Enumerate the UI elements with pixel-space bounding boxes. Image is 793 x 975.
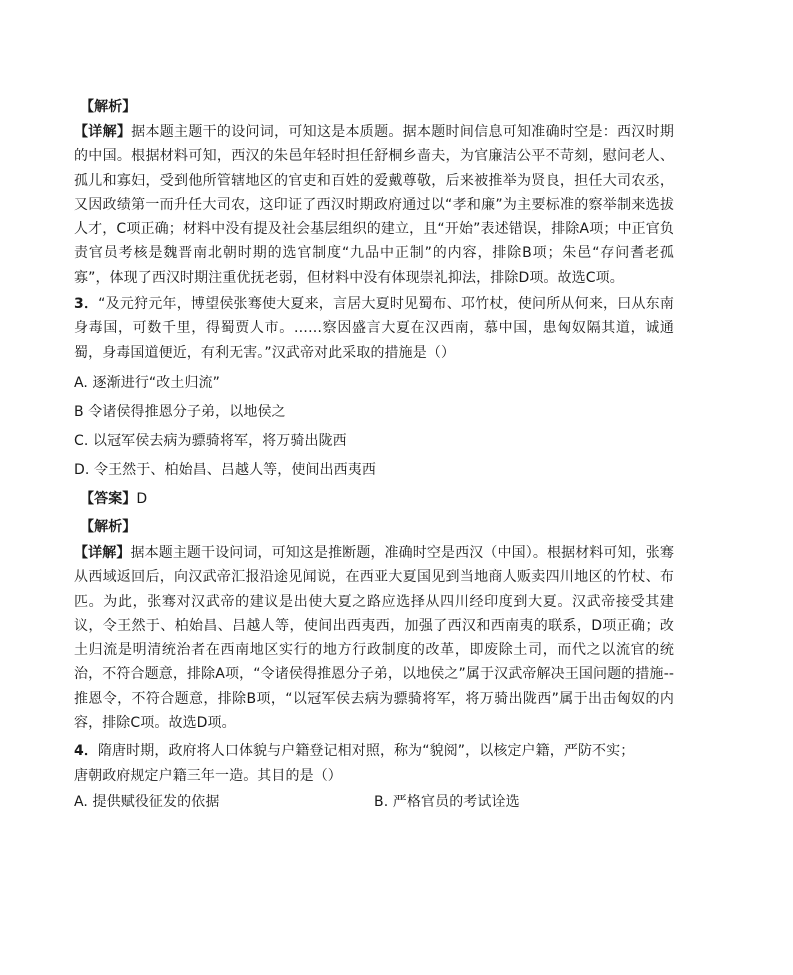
option-b: B 令诸侯得推恩分子弟，以地侯之 [74,403,286,420]
question-stem-text: “及元狩元年，博望侯张骞使大夏来，言居大夏时见蜀布、邛竹杖，使问所从何来，曰从东南身毒国，可数千里，得蜀贾人市。……察因盛言大夏在汉西南，慕中国，患匈奴隔其道，诚通蜀，身毒国道便近，有利无害。”汉武帝对此采取的措施是（） [74,296,674,361]
option-b: B. 严格官员的考试诠选 [374,793,520,810]
analysis-heading: 【解析】 [80,518,137,535]
option-a: A. 逐渐进行“改土归流” [74,374,221,391]
detail-paragraph [74,120,674,290]
detail-tag: 【详解】 [74,124,132,140]
option-d: D. 令王然于、柏始昌、吕越人等，使间出西夷西 [74,461,376,478]
detail-text: 据本题主题干的设问词，可知这是本质题。据本题时间信息可知准确时空是：西汉时期的中国。根据材料可知，西汉的朱邑年轻时担任舒桐乡啬夫，为官廉洁公平不苛刻，慰问老人、孤儿和寡妇，受到他所管辖地区的官吏和百姓的爱戴尊敬，后来被推举为贤良，担任大司农丞，又因政绩第一而升任大司农，这印证了西汉时期政府通过以“孝和廉”为主要标准的察举制来选拔人才，C项正确；材料中没有提及社会基层组织的建立，且“开始”表述错误，排除A项；中正官负责官员考核是魏晋南北朝时期的选官制度“九品中正制”的内容，排除B项；朱邑“存问耆老孤寡”，体现了西汉时期注重优抚老弱，但材料中没有体现崇礼抑法，排除D项。故选C项。 [74,124,674,286]
question-4-options [74,788,674,817]
answer-tag: 【答案】 [80,490,137,507]
question-4-stem-line2: 唐朝政府规定户籍三年一造。其目的是（） [74,767,342,784]
document-content [74,94,674,817]
detail-text: 据本题主题干设问词，可知这是推断题，准确时空是西汉（中国）。根据材料可知，张骞从西域返回后，向汉武帝汇报沿途见闻说，在西亚大夏国见到当地商人贩卖四川地区的竹杖、布匹。为此，张骞对汉武帝的建议是出使大夏之路应选择从四川经印度到大夏。汉武帝接受其建议，令王然于、柏始昌、吕越人等，使间出西夷西，加强了西汉和西南夷的联系，D项正确；改土归流是明清统治者在西南地区实行的地方行政制度的改革，即废除土司，而代之以流官的统治，不符合题意，排除A项，“令诸侯得推恩分子弟，以地侯之”属于汉武帝解决王国问题的措施--推恩令，不符合题意，排除B项，“以冠军侯去病为骠骑将军，将万骑出陇西”属于出击匈奴的内容，排除C项。故选D项。 [74,544,674,732]
option-c: C. 以冠军侯去病为骠骑将军，将万骑出陇西 [74,432,347,449]
question-4-stem [74,739,674,763]
question-number: 3． [74,296,99,313]
detail-paragraph [74,541,674,735]
option-a: A. 提供赋役征发的依据 [74,793,220,810]
question-stem-text: 隋唐时期，政府将人口体貌与户籍登记相对照，称为“貌阅”，以核定户籍，严防不实； [97,743,635,760]
detail-tag: 【详解】 [74,544,131,561]
answer-line [80,485,674,514]
question-number: 4． [74,743,98,760]
analysis-heading: 【解析】 [80,99,137,115]
question-3-stem [74,292,674,365]
answer-value: D [136,490,148,507]
